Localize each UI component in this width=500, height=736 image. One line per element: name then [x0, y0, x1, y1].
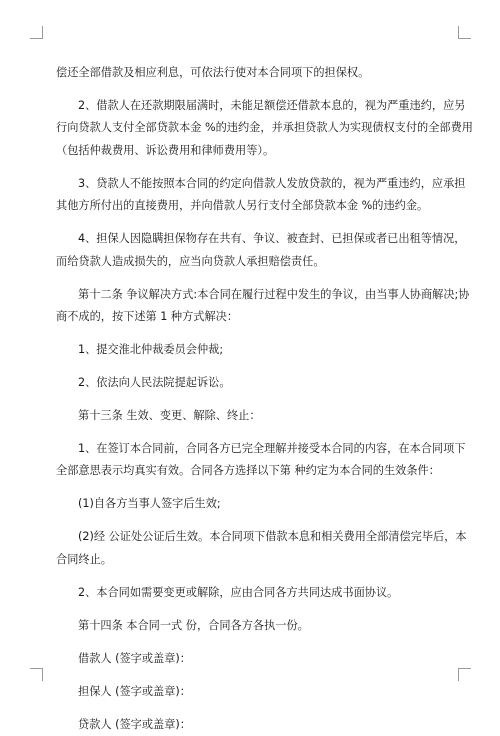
crop-mark-bottom-right	[458, 668, 471, 681]
paragraph-line: 合同终止。	[56, 552, 112, 566]
clause-heading-13: 第十三条 生效、变更、解除、终止：	[78, 408, 261, 422]
paragraph-line: 偿还全部借款及相应利息，可依法行使对本合同项下的担保权。	[56, 66, 370, 79]
paragraph-line: 1、在签订本合同前，合同各方已完全理解并接受本合同的内容，在本合同项下	[78, 441, 466, 455]
paragraph-line: 商不成的，按下述第 1 种方式解决：	[56, 309, 239, 323]
paragraph-line: (1)自各方当事人签字后生效;	[78, 497, 221, 511]
document-body	[56, 62, 473, 736]
paragraph-line: （包括仲裁费用、诉讼费用和律师费用等）。	[56, 143, 275, 157]
paragraph-line: 2、依法向人民法院提起诉讼。	[78, 375, 231, 389]
clause-heading-12: 第十二条 争议解决方式:本合同在履行过程中发生的争议，由当事人协商解决;协	[78, 287, 470, 301]
guarantor-signature-line: 担保人 (签字或盖章)：	[78, 684, 191, 698]
paragraph-line: 2、本合同如需要变更或解除，应由合同各方共同达成书面协议。	[78, 585, 399, 599]
paragraph-line: 4、担保人因隐瞒担保物存在共有、争议、被查封、已担保或者已出租等情况，	[78, 232, 466, 246]
clause-heading-14: 第十四条 本合同一式 份，合同各方各执一份。	[78, 618, 309, 632]
paragraph-line: 1、提交淮北仲裁委员会仲裁;	[78, 342, 224, 356]
crop-mark-top-left	[30, 26, 43, 39]
paragraph-line: 2、借款人在还款期限届满时，未能足额偿还借款本息的，视为严重违约，应另	[78, 98, 466, 112]
crop-mark-bottom-left	[30, 668, 43, 681]
paragraph-line: 其他方所付出的直接费用，并向借款人另行支付全部贷款本金 %的违约金。	[56, 199, 429, 213]
lender-signature-line: 贷款人 (签字或盖章)：	[78, 717, 191, 731]
crop-mark-top-right	[458, 26, 471, 39]
paragraph-line: 而给贷款人造成损失的，应当向贷款人承担赔偿责任。	[56, 254, 325, 268]
paragraph-line: 3、贷款人不能按照本合同的约定向借款人发放贷款的，视为严重违约，应承担	[78, 176, 466, 190]
paragraph-line: 全部意思表示均真实有效。合同各方选择以下第 种约定为本合同的生效条件：	[56, 464, 440, 478]
borrower-signature-line: 借款人 (签字或盖章)：	[78, 651, 191, 665]
paragraph-line: 行向贷款人支付全部贷款本金 %的违约金，并承担贷款人为实现债权支付的全部费用	[56, 121, 473, 135]
paragraph-line: (2)经 公证处公证后生效。本合同项下借款本息和相关费用全部清偿完毕后，本	[78, 530, 467, 544]
